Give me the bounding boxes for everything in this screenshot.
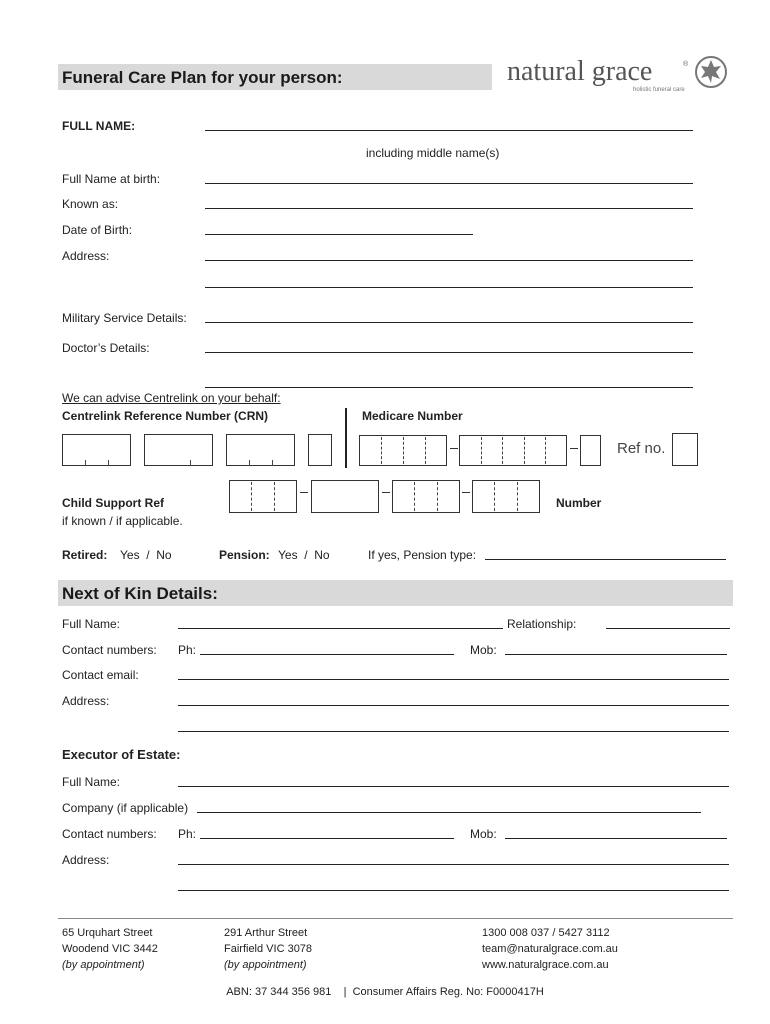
full-name-label: FULL NAME:: [62, 119, 136, 133]
logo: [505, 52, 735, 96]
crn-box-3[interactable]: [226, 434, 295, 466]
medicare-sep: [381, 437, 382, 464]
exec-address-label: Address:: [62, 853, 110, 867]
footer-website-link[interactable]: www.naturalgrace.com.au: [482, 959, 609, 971]
crn-tick: [190, 460, 191, 466]
name-at-birth-label: Full Name at birth:: [62, 172, 161, 186]
medicare-dash: [450, 448, 458, 449]
executor-title: Executor of Estate:: [62, 747, 181, 762]
next-of-kin-title: Next of Kin Details:: [62, 584, 218, 603]
retired-options[interactable]: Yes / No: [120, 548, 172, 562]
medicare-box-2[interactable]: [459, 435, 567, 466]
footer-contact: [482, 925, 618, 973]
cs-sep: [274, 482, 275, 511]
known-as-label: Known as:: [62, 197, 119, 211]
footer-address-1-line: 65 Urquhart Street: [62, 927, 153, 939]
medicare-sep: [403, 437, 404, 464]
child-support-box-3[interactable]: [392, 480, 460, 513]
medicare-label: Medicare Number: [362, 409, 463, 423]
nok-mob-field[interactable]: [505, 654, 727, 655]
footer-address-1: [62, 925, 158, 973]
doctor-label: Doctor’s Details:: [62, 341, 150, 355]
crn-tick: [85, 460, 86, 466]
nok-email-label: Contact email:: [62, 668, 139, 682]
pension-label: Pension:: [219, 548, 270, 562]
cs-sep: [494, 482, 495, 511]
doctor-field-2[interactable]: [205, 387, 693, 388]
exec-ph-field[interactable]: [200, 838, 454, 839]
exec-company-label: Company (if applicable): [62, 801, 189, 815]
known-as-field[interactable]: [205, 208, 693, 209]
address-field-2[interactable]: [205, 287, 693, 288]
retired-label: Retired:: [62, 548, 108, 562]
ref-no-box[interactable]: [672, 433, 698, 466]
cs-sep: [251, 482, 252, 511]
cs-sep: [437, 482, 438, 511]
exec-mob-field[interactable]: [505, 838, 727, 839]
cs-dash: [300, 492, 308, 493]
footer-phone: 1300 008 037 / 5427 3112: [482, 927, 610, 939]
dob-label: Date of Birth:: [62, 223, 133, 237]
nok-relationship-label: Relationship:: [507, 617, 577, 631]
medicare-dash: [570, 448, 578, 449]
cs-dash: [382, 492, 390, 493]
doctor-field-1[interactable]: [205, 352, 693, 353]
crn-tick: [249, 460, 250, 466]
child-support-box-4[interactable]: [472, 480, 540, 513]
name-at-birth-field[interactable]: [205, 183, 693, 184]
svg-text:holistic funeral care: holistic funeral care: [633, 87, 685, 93]
footer-address-2: [224, 925, 312, 973]
footer-rule: [58, 918, 733, 919]
if-known-label: if known / if applicable.: [62, 514, 183, 528]
full-name-field[interactable]: [205, 130, 693, 131]
footer-email-link[interactable]: team@naturalgrace.com.au: [482, 943, 618, 955]
medicare-box-3[interactable]: [580, 435, 601, 466]
nok-mob-label: Mob:: [470, 643, 497, 657]
medicare-sep: [481, 437, 482, 464]
address-label: Address:: [62, 249, 110, 263]
crn-tick: [108, 460, 109, 466]
nok-relationship-field[interactable]: [606, 628, 730, 629]
ref-no-label: Ref no.: [617, 440, 666, 457]
nok-full-name-label: Full Name:: [62, 617, 121, 631]
nok-email-field[interactable]: [178, 679, 729, 680]
exec-full-name-field[interactable]: [178, 786, 729, 787]
pension-type-field[interactable]: [485, 559, 726, 560]
crn-label: Centrelink Reference Number (CRN): [62, 409, 269, 423]
footer-address-1-line: Woodend VIC 3442: [62, 943, 158, 955]
crn-box-4[interactable]: [308, 434, 332, 466]
exec-company-field[interactable]: [197, 812, 701, 813]
exec-mob-label: Mob:: [470, 827, 497, 841]
exec-full-name-label: Full Name:: [62, 775, 121, 789]
exec-contact-label: Contact numbers:: [62, 827, 157, 841]
nok-address-field-2[interactable]: [178, 731, 729, 732]
child-support-box-1[interactable]: [229, 480, 297, 513]
cs-dash: [462, 492, 470, 493]
military-field[interactable]: [205, 322, 693, 323]
pension-type-label: If yes, Pension type:: [368, 548, 477, 562]
nok-address-field-1[interactable]: [178, 705, 729, 706]
child-support-box-2[interactable]: [311, 480, 379, 513]
nok-full-name-field[interactable]: [178, 628, 503, 629]
exec-address-field-2[interactable]: [178, 890, 729, 891]
footer-address-2-line: 291 Arthur Street: [224, 927, 308, 939]
pension-options[interactable]: Yes / No: [278, 548, 330, 562]
number-label: Number: [556, 496, 602, 510]
cs-sep: [414, 482, 415, 511]
exec-ph-label: Ph:: [178, 827, 197, 841]
footer-address-2-note: (by appointment): [224, 959, 307, 971]
child-support-label: Child Support Ref: [62, 496, 164, 510]
military-label: Military Service Details:: [62, 311, 187, 325]
address-field-1[interactable]: [205, 260, 693, 261]
dob-field[interactable]: [205, 234, 473, 235]
footer-abn: ABN: 37 344 356 981 | Consumer Affairs Reg. No: F0000417H: [226, 986, 544, 998]
svg-text:®: ®: [683, 61, 689, 68]
cs-sep: [517, 482, 518, 511]
nok-address-label: Address:: [62, 694, 110, 708]
exec-address-field-1[interactable]: [178, 864, 729, 865]
footer-address-2-line: Fairfield VIC 3078: [224, 943, 313, 955]
full-name-hint: including middle name(s): [366, 146, 500, 160]
medicare-sep: [502, 437, 503, 464]
medicare-sep: [524, 437, 525, 464]
nok-contact-label: Contact numbers:: [62, 643, 157, 657]
medicare-sep: [425, 437, 426, 464]
crn-medicare-divider: [345, 408, 347, 468]
svg-text:natural grace: natural grace: [507, 56, 653, 87]
nok-ph-field[interactable]: [200, 654, 454, 655]
crn-box-1[interactable]: [62, 434, 131, 466]
crn-tick: [272, 460, 273, 466]
crn-box-2[interactable]: [144, 434, 213, 466]
footer-address-1-note: (by appointment): [62, 959, 145, 971]
medicare-sep: [545, 437, 546, 464]
nok-ph-label: Ph:: [178, 643, 197, 657]
centrelink-advise: We can advise Centrelink on your behalf:: [62, 391, 281, 405]
page-title: Funeral Care Plan for your person:: [62, 68, 343, 87]
